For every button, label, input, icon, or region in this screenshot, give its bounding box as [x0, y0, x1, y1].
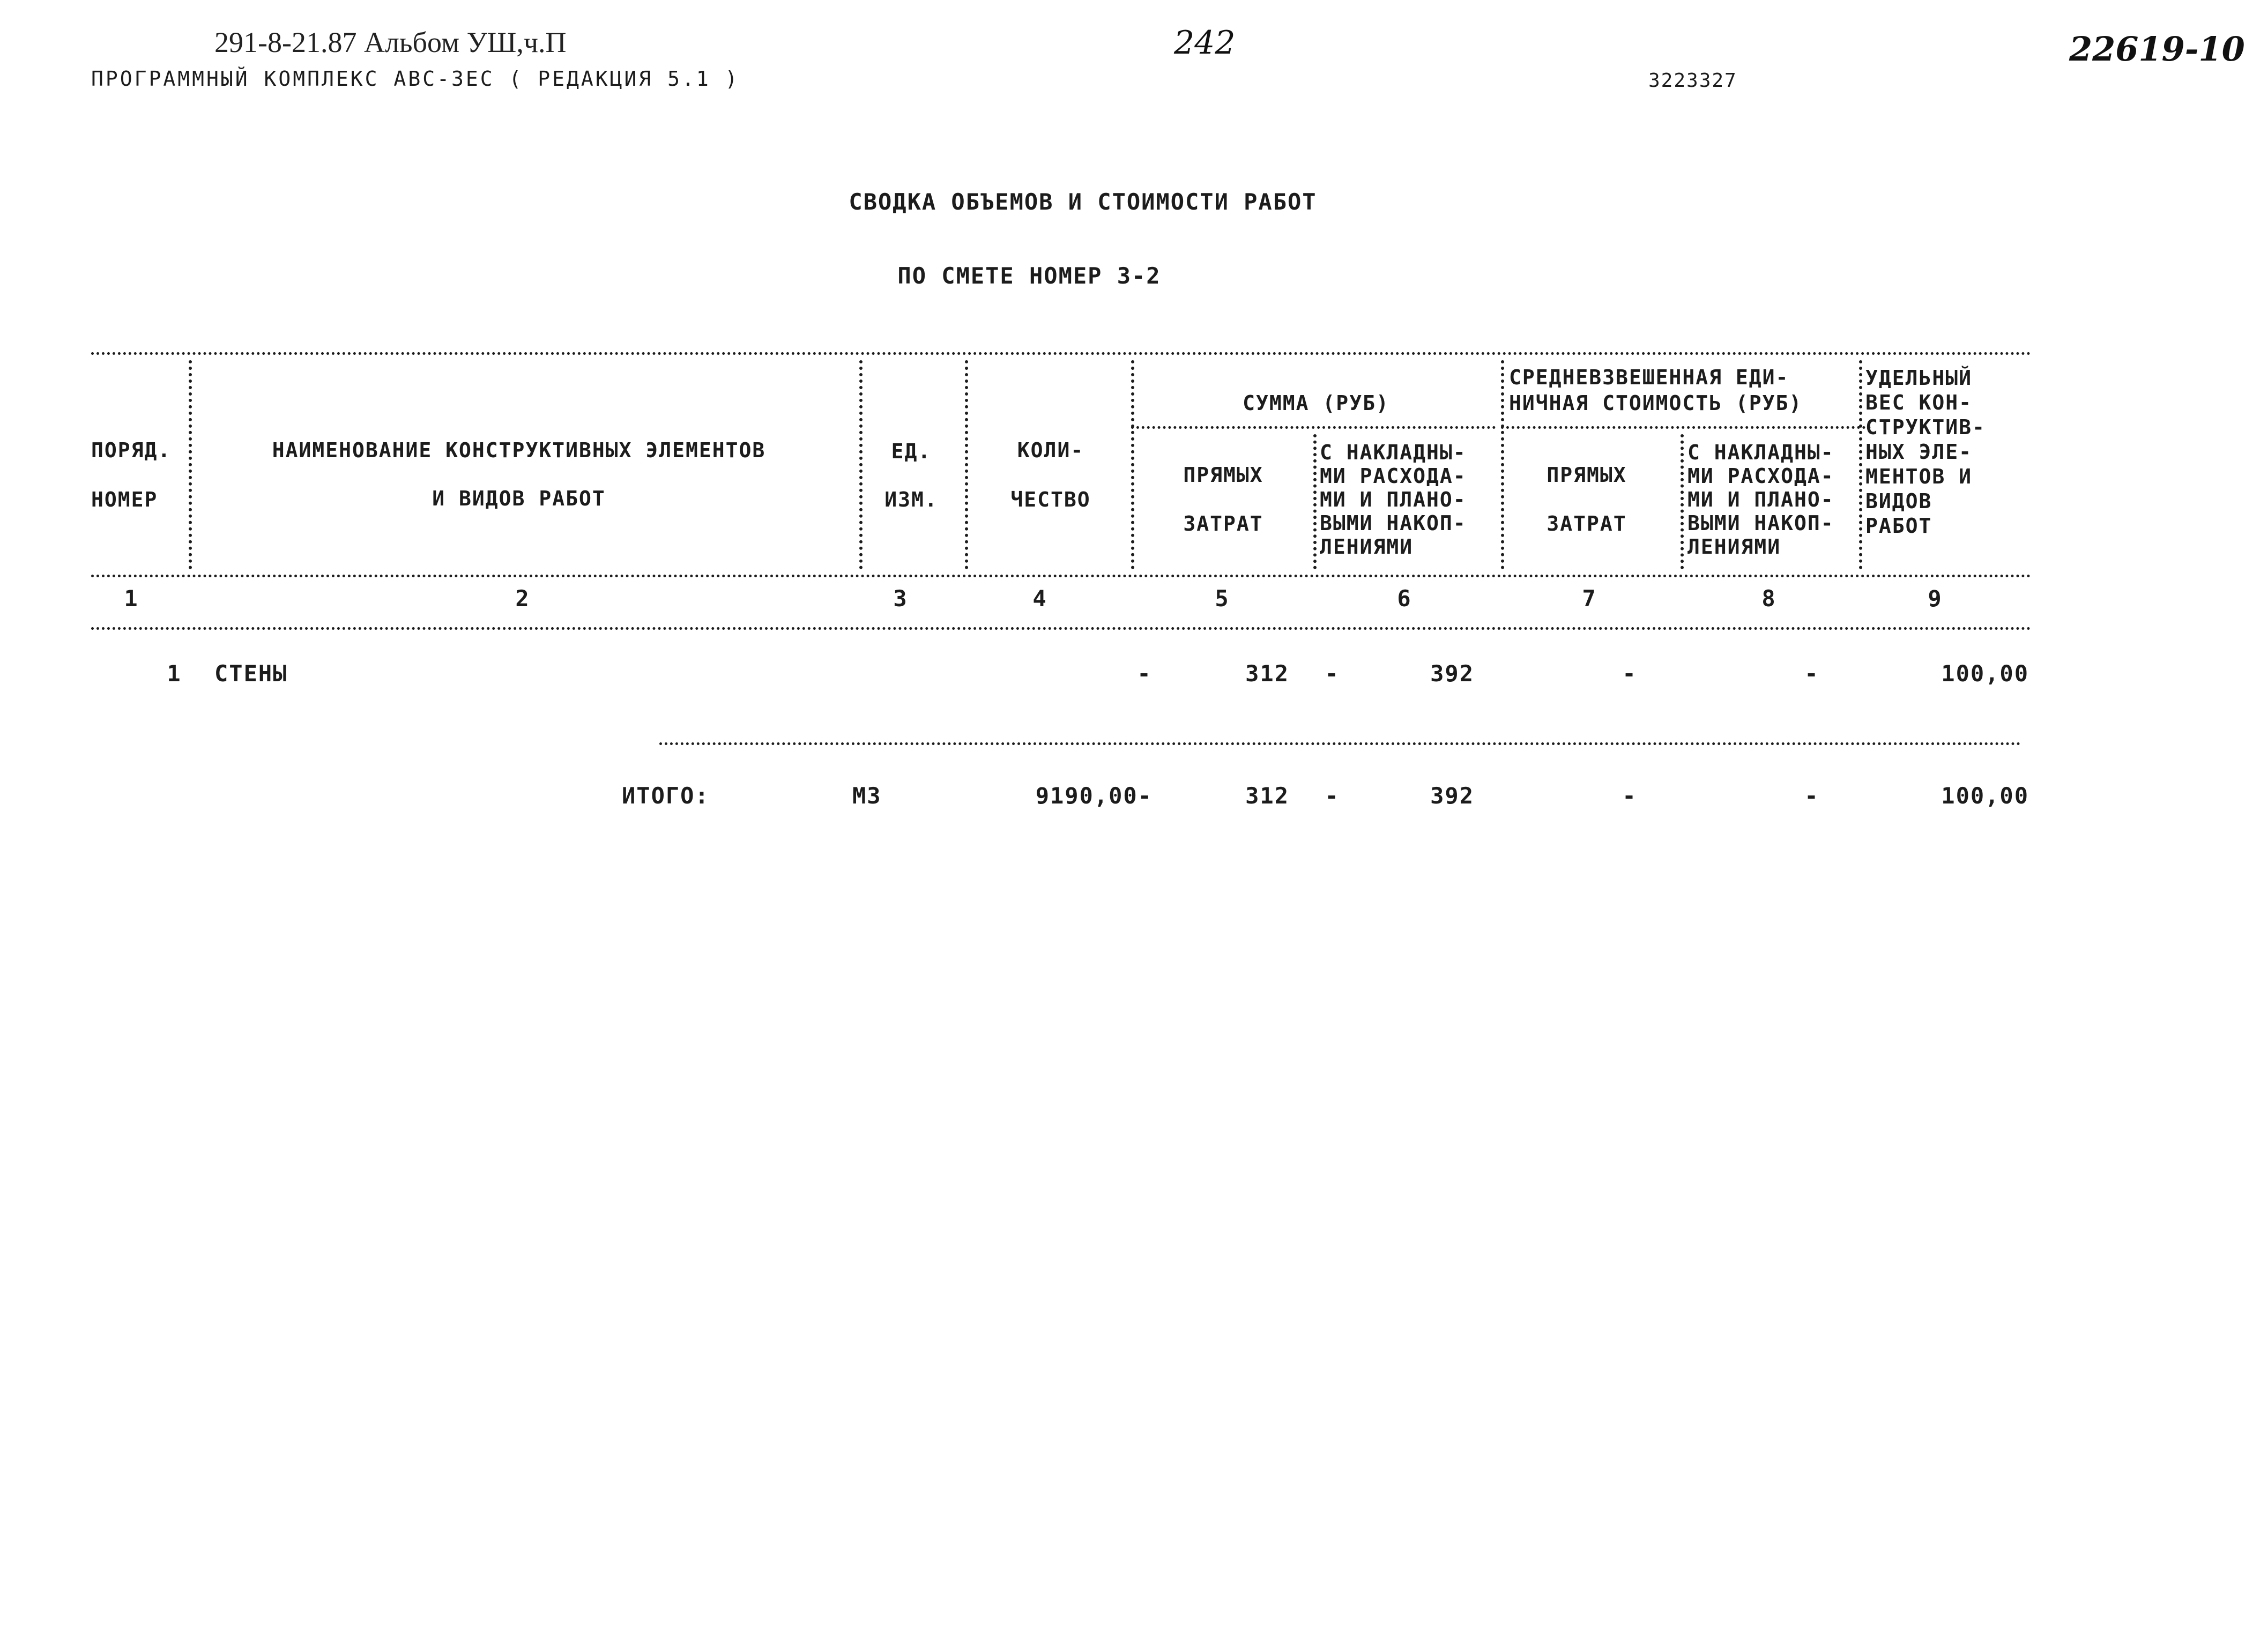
column-number: 3 [893, 585, 908, 612]
sum-group-rule [1131, 426, 1496, 429]
total-label: ИТОГО: [622, 783, 710, 809]
col-sep [1501, 360, 1504, 569]
col-sep [1313, 434, 1317, 569]
header-direct-2: ЗАТРАТ [1183, 512, 1263, 535]
total-share: 100,00 [1941, 783, 2029, 809]
header-unit-overhead: С НАКЛАДНЫ- МИ РАСХОДА- МИ И ПЛАНО- ВЫМИ НАКОП- ЛЕНИЯМИ [1687, 441, 1834, 559]
header-quantity-2: ЧЕСТВО [1010, 488, 1091, 511]
header-unit-direct: ПРЯМЫХ [1547, 463, 1627, 487]
col-sep [859, 360, 863, 569]
col-sep [1681, 434, 1684, 569]
column-number: 4 [1032, 585, 1047, 612]
header-direct: ПРЯМЫХ [1183, 463, 1263, 487]
row-unit-overhead: - [1804, 660, 1819, 687]
album-reference: 291-8-21.87 Альбом УШ,ч.П [214, 26, 567, 58]
col-sep [965, 360, 968, 569]
column-number: 2 [515, 585, 530, 612]
total-overhead: 392 [1430, 783, 1474, 809]
row-dash: - [1325, 660, 1340, 687]
header-overhead: С НАКЛАДНЫ- МИ РАСХОДА- МИ И ПЛАНО- ВЫМИ НАКОП- ЛЕНИЯМИ [1320, 441, 1467, 559]
total-unit: М3 [852, 783, 882, 809]
header-unit-2: ИЗМ. [884, 488, 938, 511]
header-avg-group: СРЕДНЕВЗВЕШЕННАЯ ЕДИ- [1509, 366, 1789, 389]
total-unit-direct: - [1622, 783, 1637, 809]
total-unit-overhead: - [1804, 783, 1819, 809]
table-top-rule [91, 352, 2032, 355]
header-avg-group-2: НИЧНАЯ СТОИМОСТЬ (РУБ) [1509, 391, 1803, 415]
col-sep [189, 360, 192, 569]
col-sep [1131, 360, 1134, 569]
header-name: НАИМЕНОВАНИЕ КОНСТРУКТИВНЫХ ЭЛЕМЕНТОВ [272, 438, 766, 462]
column-number: 9 [1928, 585, 1943, 612]
report-title: СВОДКА ОБЪЕМОВ И СТОИМОСТИ РАБОТ [849, 189, 1317, 215]
header-unit: ЕД. [891, 440, 932, 463]
header-share: УДЕЛЬНЫЙ ВЕС КОН- СТРУКТИВ- НЫХ ЭЛЕ- МЕНТОВ И ВИДОВ РАБОТ [1865, 366, 1986, 538]
estimate-number: ПО СМЕТЕ НОМЕР 3-2 [897, 263, 1161, 289]
row-share: 100,00 [1941, 660, 2029, 687]
total-rule [659, 742, 2021, 745]
row-name: СТЕНЫ [214, 660, 288, 687]
column-number: 5 [1215, 585, 1230, 612]
archive-stamp: 22619-10 [2069, 29, 2245, 69]
column-number: 8 [1761, 585, 1776, 612]
page-number: 242 [1174, 24, 1236, 62]
row-overhead: 392 [1430, 660, 1474, 687]
header-unit-direct-2: ЗАТРАТ [1547, 512, 1627, 535]
header-quantity: КОЛИ- [1017, 438, 1084, 462]
total-quantity: 9190,00- [1035, 783, 1153, 809]
document-number: 3223327 [1648, 70, 1737, 92]
row-quantity: - [1137, 660, 1152, 687]
header-bottom-rule [91, 575, 2032, 577]
column-number: 7 [1582, 585, 1597, 612]
numbers-bottom-rule [91, 627, 2032, 630]
row-unit-direct: - [1622, 660, 1637, 687]
program-info: ПРОГРАММНЫЙ КОМПЛЕКС АВС-3ЕС ( РЕДАКЦИЯ 5.1 ) [91, 67, 740, 91]
header-name-2: И ВИДОВ РАБОТ [432, 487, 606, 510]
header-order: ПОРЯД. [91, 438, 172, 462]
avg-group-rule [1501, 426, 1871, 429]
header-sum-group: СУММА (РУБ) [1243, 391, 1389, 415]
total-direct: 312 [1245, 783, 1289, 809]
row-direct: 312 [1245, 660, 1289, 687]
column-number: 6 [1397, 585, 1412, 612]
total-dash: - [1325, 783, 1340, 809]
column-number: 1 [124, 585, 139, 612]
col-sep [1859, 360, 1862, 569]
row-number: 1 [167, 660, 182, 687]
header-order-2: НОМЕР [91, 488, 158, 511]
